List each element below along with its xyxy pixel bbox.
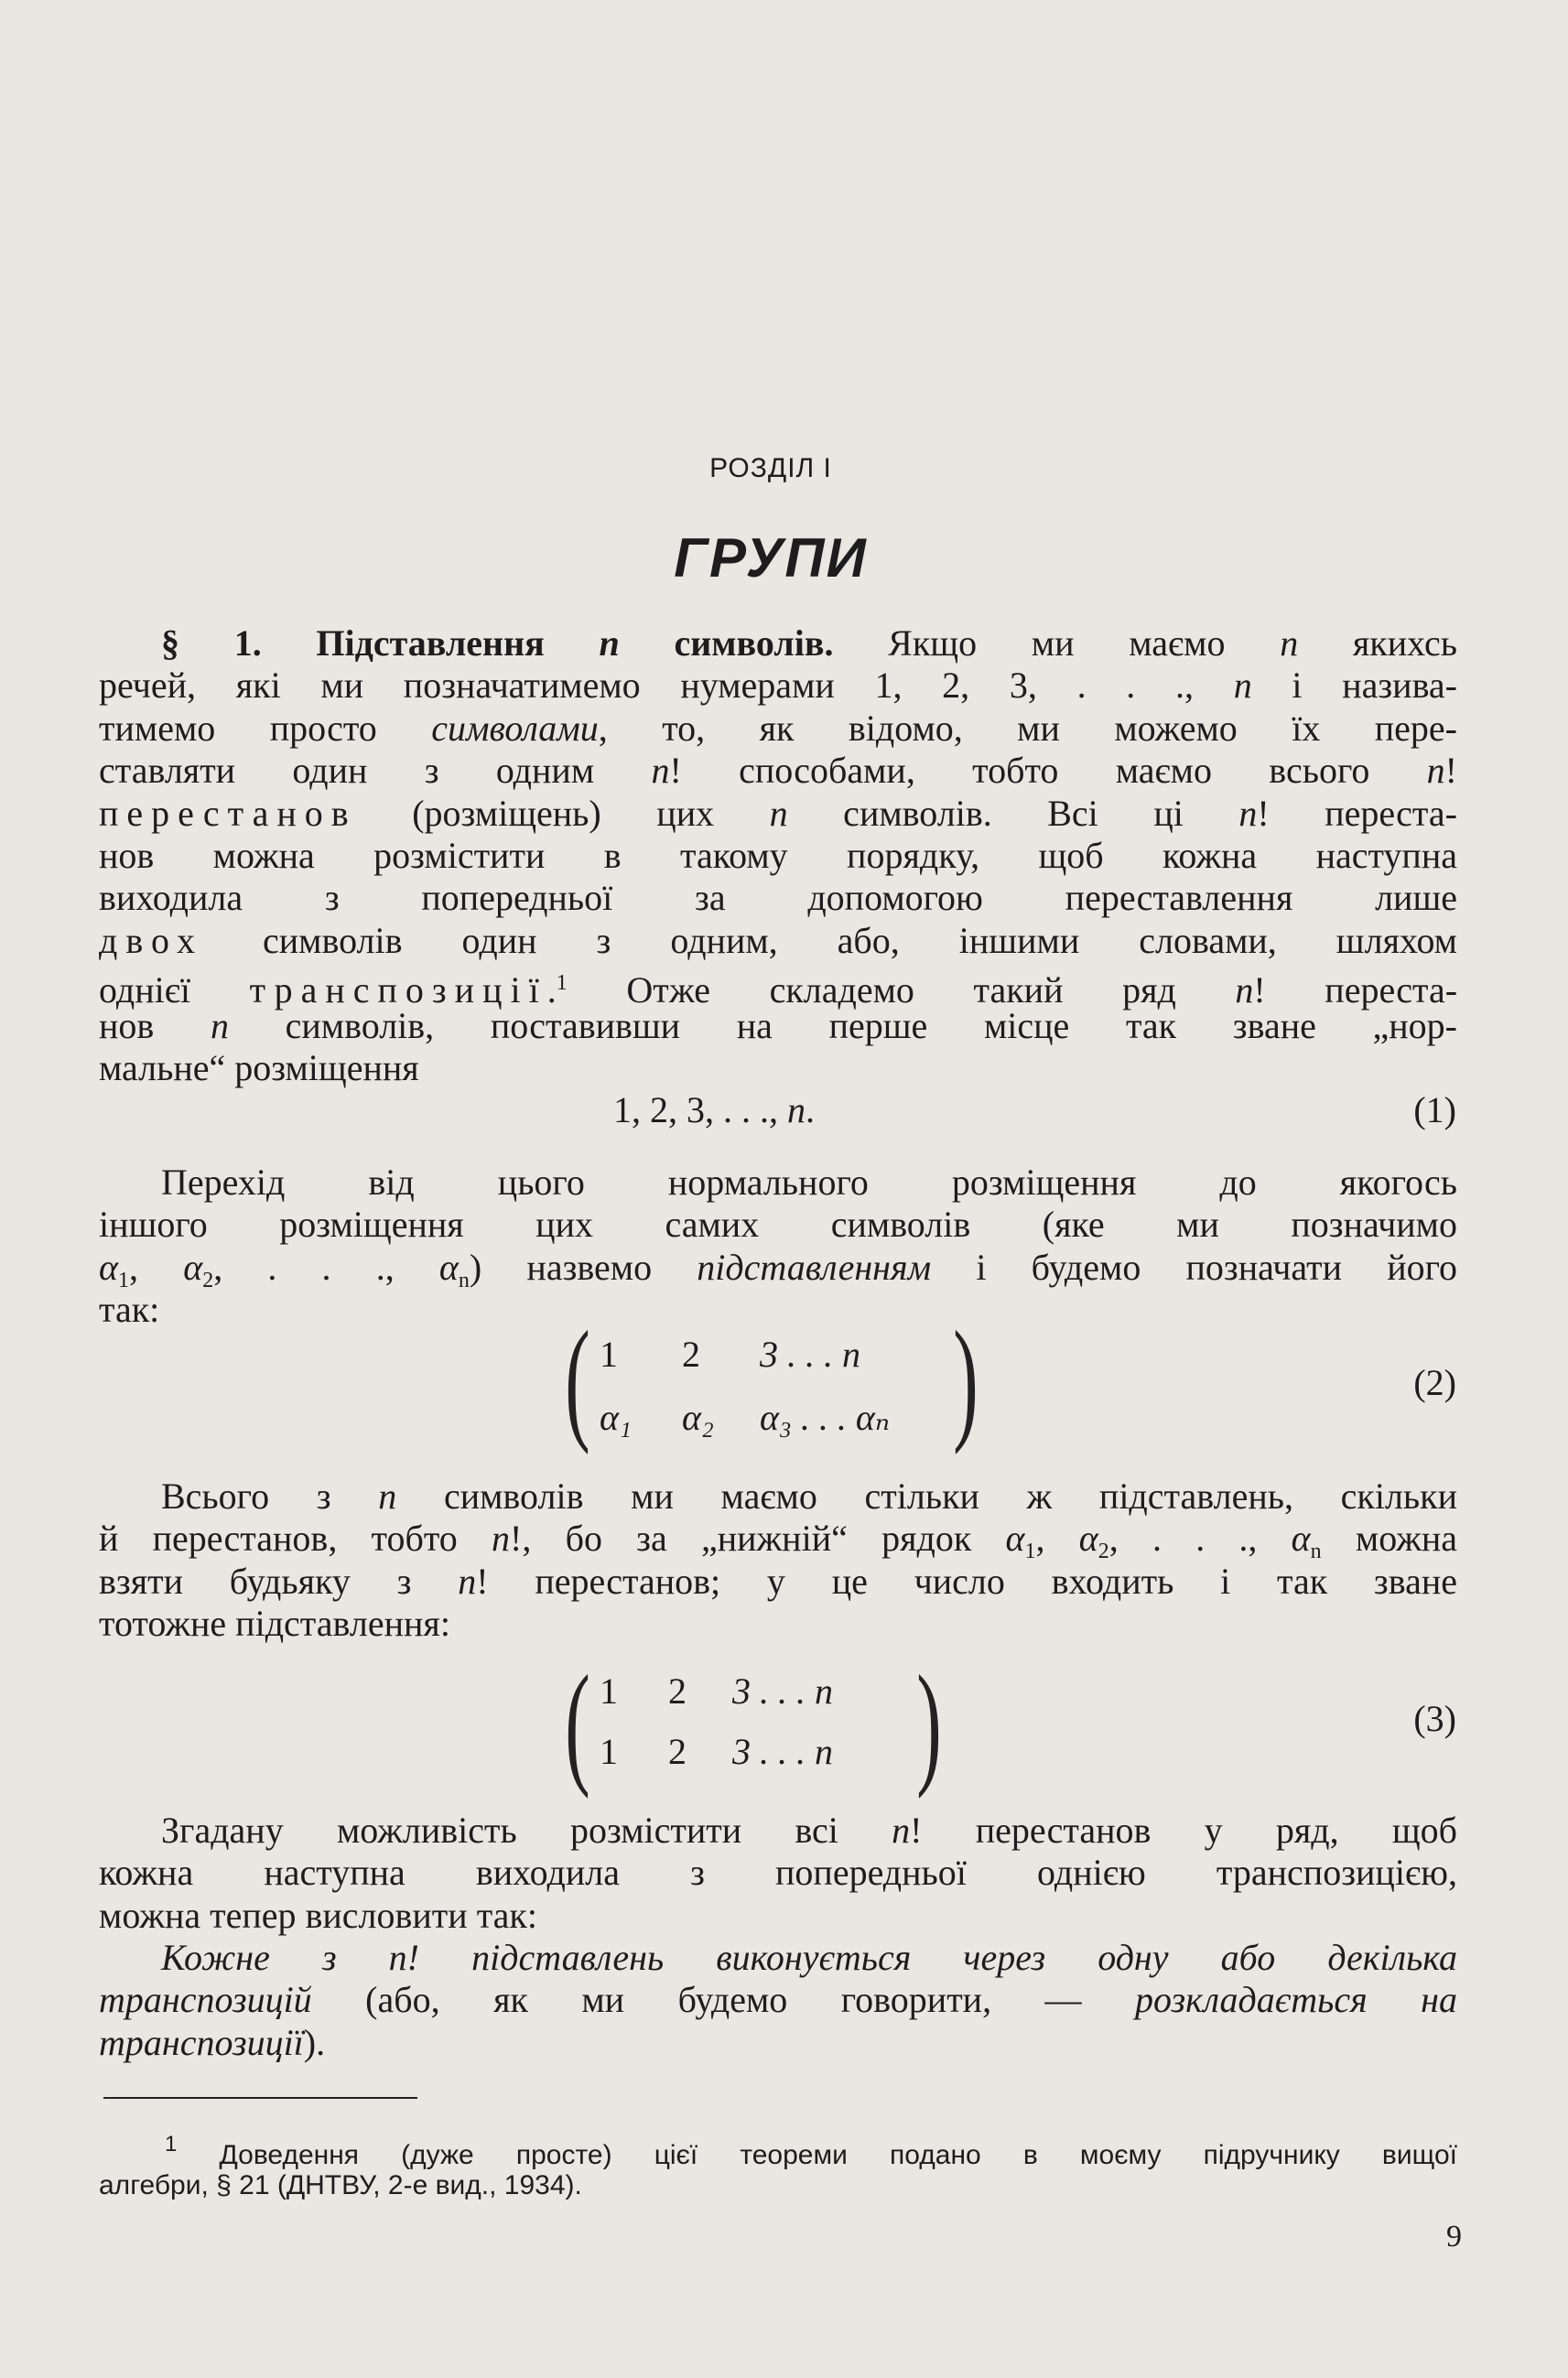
text-run: 2 <box>202 1268 214 1292</box>
matrix-3-bottom-2: 2 <box>668 1731 687 1772</box>
text-run: якихсь <box>1298 622 1457 664</box>
footnote-line-2: алгебри, § 21 (ДНТВУ, 2-е вид., 1934). <box>99 2170 582 2200</box>
text-run: виходила з попередньої за допомогою переставлення лише <box>99 877 1457 919</box>
text-run: !, бо за „нижній“ рядок <box>510 1518 1006 1560</box>
text-run: , <box>129 1246 184 1288</box>
text-line <box>99 1005 1457 1047</box>
equation-2-number: (2) <box>1413 1362 1456 1403</box>
text-run: , <box>1035 1518 1079 1560</box>
chapter-label: РОЗДІЛ I <box>709 453 832 483</box>
text-line <box>99 622 1457 665</box>
footnote-marker: 1 <box>165 2132 178 2156</box>
matrix-3-bottom-1: 1 <box>600 1731 618 1772</box>
text-line <box>99 2022 1457 2064</box>
text-run: α <box>1005 1518 1025 1560</box>
matrix-3-top-3: 3 . . . n <box>732 1670 833 1712</box>
text-run: α <box>1291 1518 1311 1560</box>
text-line <box>99 1979 1457 2021</box>
text-line <box>99 708 1457 750</box>
left-paren: ( <box>565 1648 590 1800</box>
text-run: ! <box>1444 750 1457 792</box>
text-run: іншого розміщення цих самих символів (яке ми позначимо <box>99 1204 1457 1246</box>
text-run: взяти будьяку з <box>99 1560 459 1602</box>
text-run: речей, які ми позначатимемо нумерами 1, 2, 3, . . ., <box>99 665 1234 707</box>
text-run: n <box>210 1004 229 1046</box>
text-run: символів ми маємо стільки ж підставлень, скільки <box>396 1475 1458 1517</box>
matrix-3-top-1: 1 <box>600 1670 618 1712</box>
matrix-3-bottom-3: 3 . . . n <box>732 1731 833 1772</box>
text-line <box>99 1561 1457 1603</box>
text-run: ! перестанов у ряд, щоб <box>910 1810 1457 1851</box>
text-run: α <box>183 1246 203 1288</box>
matrix-2-bottom-1: α₁ <box>600 1397 632 1438</box>
text-run: символами <box>431 707 599 749</box>
text-run: n <box>1235 969 1254 1011</box>
text-run: перестанов <box>99 792 357 834</box>
text-run: n <box>458 1560 477 1602</box>
page-number: 9 <box>1446 2220 1462 2254</box>
right-paren: ) <box>916 1648 942 1800</box>
text-run: n <box>651 750 670 792</box>
text-line <box>99 920 1457 962</box>
equation-1 <box>613 1089 815 1131</box>
text-run: нов <box>99 1004 211 1046</box>
text-run: n <box>599 622 620 664</box>
text-run: α <box>438 1246 459 1288</box>
text-run: Кожне з n! підставлень виконується через одну або декілька <box>161 1937 1457 1978</box>
matrix-3-top-2: 2 <box>668 1670 687 1712</box>
text-line <box>99 1246 1458 1292</box>
text-run: , . . ., <box>213 1246 439 1288</box>
text-run: транспозиції <box>99 2021 304 2063</box>
text-run: 1 <box>556 971 568 996</box>
footnote-divider <box>103 2097 417 2099</box>
text-run: , то, як відомо, ми можемо їх пере- <box>598 707 1457 749</box>
text-run: ! переста- <box>1253 969 1458 1011</box>
text-run: тимемо просто <box>99 707 432 749</box>
text-run: і назива- <box>1251 665 1458 707</box>
text-run: , . . ., <box>1108 1518 1292 1560</box>
equation-1-number: (1) <box>1413 1089 1456 1130</box>
text-run: кожна наступна виходила з попередньої однією транспозицією, <box>99 1852 1457 1894</box>
text-line <box>99 665 1457 707</box>
text-line <box>99 1289 1457 1331</box>
footnote-text-1: Доведення (дуже просте) цієї теореми подано в моєму підручнику вищої <box>177 2140 1457 2170</box>
text-run: Всього з <box>161 1475 379 1517</box>
text-run: . <box>546 969 557 1011</box>
text-run: n <box>1310 1540 1322 1564</box>
equation-3-number: (3) <box>1413 1698 1456 1739</box>
text-run: тотожне підставлення: <box>99 1603 450 1645</box>
text-run: (або, як ми будемо говорити, — <box>311 1979 1136 2021</box>
text-run: n <box>1426 750 1445 792</box>
text-run: двох <box>99 919 203 961</box>
matrix-2-top-1: 1 <box>600 1334 618 1375</box>
text-run: ). <box>303 2021 326 2063</box>
text-run: n <box>769 792 788 834</box>
matrix-2-bottom-2: α₂ <box>682 1397 714 1438</box>
text-run: n <box>492 1518 511 1560</box>
text-line <box>99 1937 1457 1979</box>
text-line <box>99 877 1457 919</box>
text-run: 1 <box>118 1268 129 1292</box>
text-run: n <box>892 1810 911 1851</box>
text-run: транспозиції <box>249 969 547 1011</box>
text-line <box>99 1852 1457 1894</box>
text-run: Отже складемо такий ряд <box>567 969 1236 1011</box>
chapter-title: ГРУПИ <box>674 527 868 589</box>
text-line <box>99 1810 1457 1852</box>
text-run: символів один з одним, або, іншими словами, шляхом <box>202 919 1457 961</box>
text-run: n <box>1280 622 1299 664</box>
right-paren: ) <box>953 1303 979 1455</box>
text-run: символів, поставивши на перше місце так зване „нор- <box>228 1004 1457 1046</box>
text-run: Згадану можливість розмістити всі <box>161 1810 892 1851</box>
text-run: однієї <box>99 969 250 1011</box>
text-run: n <box>1233 665 1252 707</box>
text-run: мальне“ розміщення <box>99 1047 419 1088</box>
text-line <box>99 1204 1457 1246</box>
text-run: Перехід від цього нормального розміщення до якогось <box>161 1162 1457 1203</box>
text-run: транспозицій <box>99 1979 312 2021</box>
text-run: ) назвемо <box>469 1246 697 1288</box>
text-run: ! перестанов; у це число входить і так зване <box>476 1560 1457 1602</box>
left-paren: ( <box>565 1303 590 1455</box>
text-line <box>99 962 1458 1011</box>
equation-1-end: . <box>806 1089 815 1130</box>
text-line <box>99 835 1457 877</box>
text-run: ! способами, тобто маємо всього <box>669 750 1427 792</box>
text-run: символів. Всі ці <box>787 792 1239 834</box>
text-run: нов можна розмістити в такому порядку, щоб кожна наступна <box>99 835 1457 876</box>
equation-1-var: n <box>787 1089 806 1130</box>
text-run: § 1. Підставлення <box>161 622 600 664</box>
text-run: символів. <box>619 622 834 664</box>
text-line <box>99 1603 1457 1645</box>
text-run: і будемо позначати його <box>931 1246 1458 1288</box>
text-run: 2 <box>1098 1540 1109 1564</box>
matrix-2-top-2: 2 <box>682 1334 700 1375</box>
text-line <box>99 1895 1457 1937</box>
text-run: α <box>1078 1518 1098 1560</box>
text-run: n <box>1238 792 1258 834</box>
text-run: Якщо ми маємо <box>833 622 1281 664</box>
text-run: ставляти один з одним <box>99 750 652 792</box>
text-line <box>99 1047 1457 1089</box>
text-run: n <box>378 1475 397 1517</box>
text-run: ! переста- <box>1257 792 1457 834</box>
text-run: α <box>99 1246 118 1288</box>
text-line <box>99 1518 1458 1564</box>
text-run: можна тепер висловити так: <box>99 1894 537 1936</box>
text-run: (розміщень) цих <box>356 792 770 834</box>
text-run: й перестанов, тобто <box>99 1518 492 1560</box>
text-run: підставленням <box>697 1246 932 1288</box>
text-run: так: <box>99 1289 160 1331</box>
text-line <box>99 750 1457 792</box>
text-run: n <box>458 1268 470 1292</box>
matrix-2-top-3: 3 . . . n <box>760 1334 860 1375</box>
matrix-2-bottom-3: α₃ . . . αₙ <box>760 1397 891 1438</box>
text-line <box>99 1475 1457 1518</box>
text-line <box>99 1162 1457 1204</box>
text-run: розкладається на <box>1135 1979 1457 2021</box>
text-line <box>99 793 1457 835</box>
text-run: можна <box>1321 1518 1458 1560</box>
text-run: 1 <box>1024 1540 1036 1564</box>
equation-1-text: 1, 2, 3, . . ., <box>613 1089 787 1130</box>
